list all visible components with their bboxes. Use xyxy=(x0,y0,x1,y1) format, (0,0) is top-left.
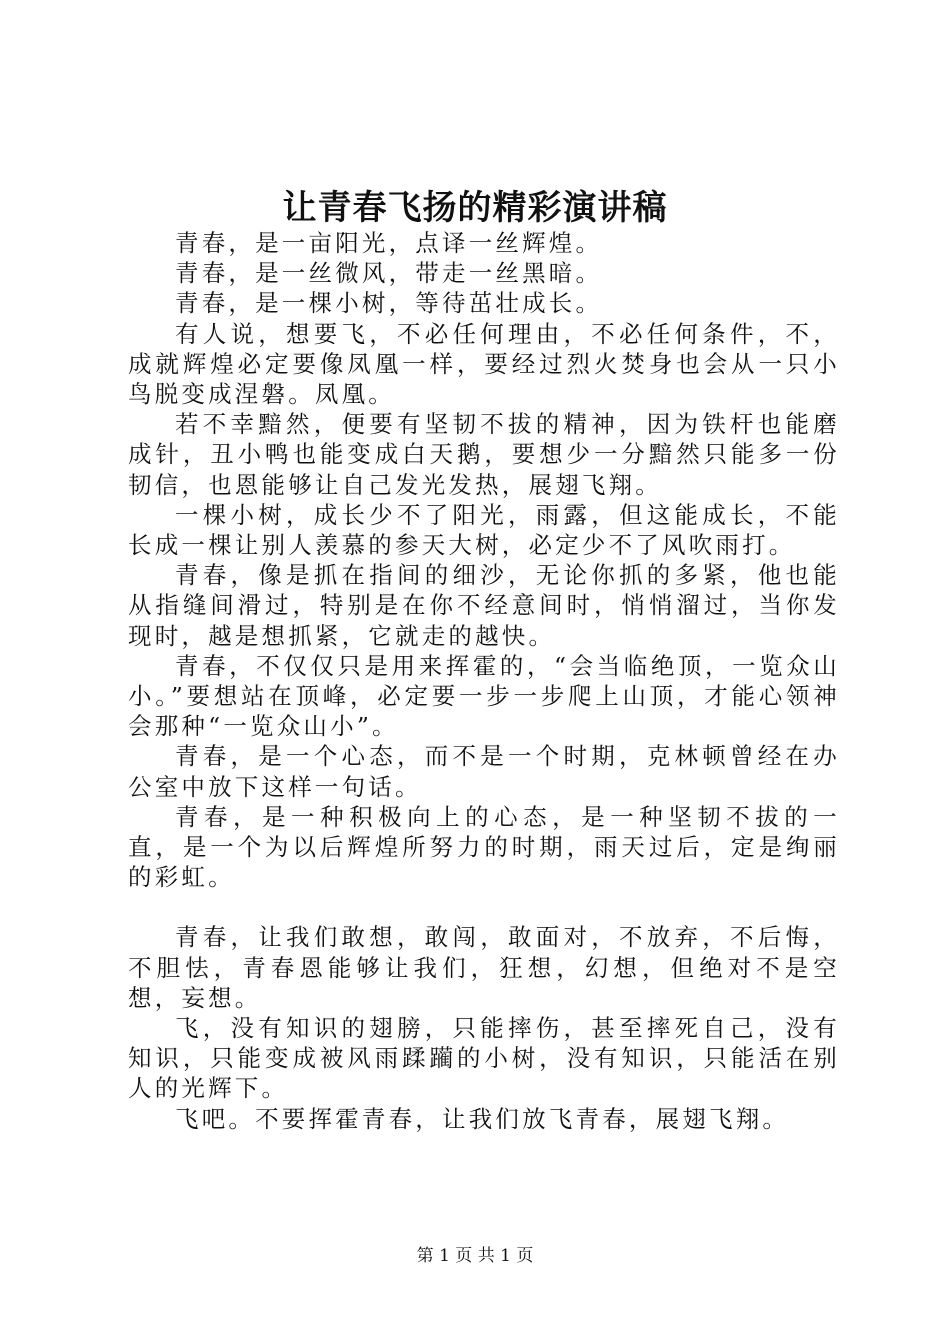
paragraph-9: 青春，是一个心态，而不是一个时期，克林顿曾经在办公室中放下这样一句话。 xyxy=(128,742,840,801)
paragraph-12: 飞，没有知识的翅膀，只能摔伤，甚至摔死自己，没有知识，只能变成被风雨蹂躏的小树，没有知识，只能活在别人的光辉下。 xyxy=(128,1014,840,1103)
blank-line xyxy=(128,892,840,922)
paragraph-13: 飞吧。不要挥霍青春，让我们放飞青春，展翅飞翔。 xyxy=(175,1104,790,1133)
page-footer: 第 1 页 共 1 页 xyxy=(416,1246,534,1266)
paragraph-3: 青春，是一棵小树，等待茁壮成长。 xyxy=(175,289,603,318)
paragraph-7: 青春，像是抓在指间的细沙，无论你抓的多紧，他也能从指缝间滑过，特别是在你不经意间时，悄悄溜过，当你发现时，越是想抓紧，它就走的越快。 xyxy=(128,561,840,650)
paragraph-2: 青春，是一丝微风，带走一丝黑暗。 xyxy=(175,259,603,288)
paragraph-4: 有人说，想要飞，不必任何理由，不必任何条件，不，成就辉煌必定要像凤凰一样，要经过烈火焚身也会从一只小鸟脱变成涅磐。凤凰。 xyxy=(128,319,840,409)
paragraph-1: 青春，是一亩阳光，点译一丝辉煌。 xyxy=(175,229,603,257)
paragraph-5: 若不幸黯然，便要有坚韧不拔的精神，因为铁杆也能磨成针，丑小鸭也能变成白天鹅，要想少一分黯然只能多一份韧信，也恩能够让自己发光发热，展翅飞翔。 xyxy=(128,410,840,499)
document-title: 让青春飞扬的精彩演讲稿 xyxy=(282,188,668,228)
document-body xyxy=(128,228,840,1134)
paragraph-11: 青春，让我们敢想，敢闯，敢面对，不放弃，不后悔，不胆怯，青春恩能够让我们，狂想，幻想，但绝对不是空想，妄想。 xyxy=(128,923,840,1012)
paragraph-6: 一棵小树，成长少不了阳光，雨露，但这能成长，不能长成一棵让别人羡慕的参天大树，必定少不了风吹雨打。 xyxy=(128,500,840,560)
paragraph-8: 青春，不仅仅只是用来挥霍的，“会当临绝顶，一览众山小。”要想站在顶峰，必定要一步一步爬上山顶，才能心领神会那种“一览众山小”。 xyxy=(128,651,840,741)
paragraph-10: 青春，是一种积极向上的心态，是一种坚韧不拔的一直，是一个为以后辉煌所努力的时期，雨天过后，定是绚丽的彩虹。 xyxy=(128,802,840,892)
